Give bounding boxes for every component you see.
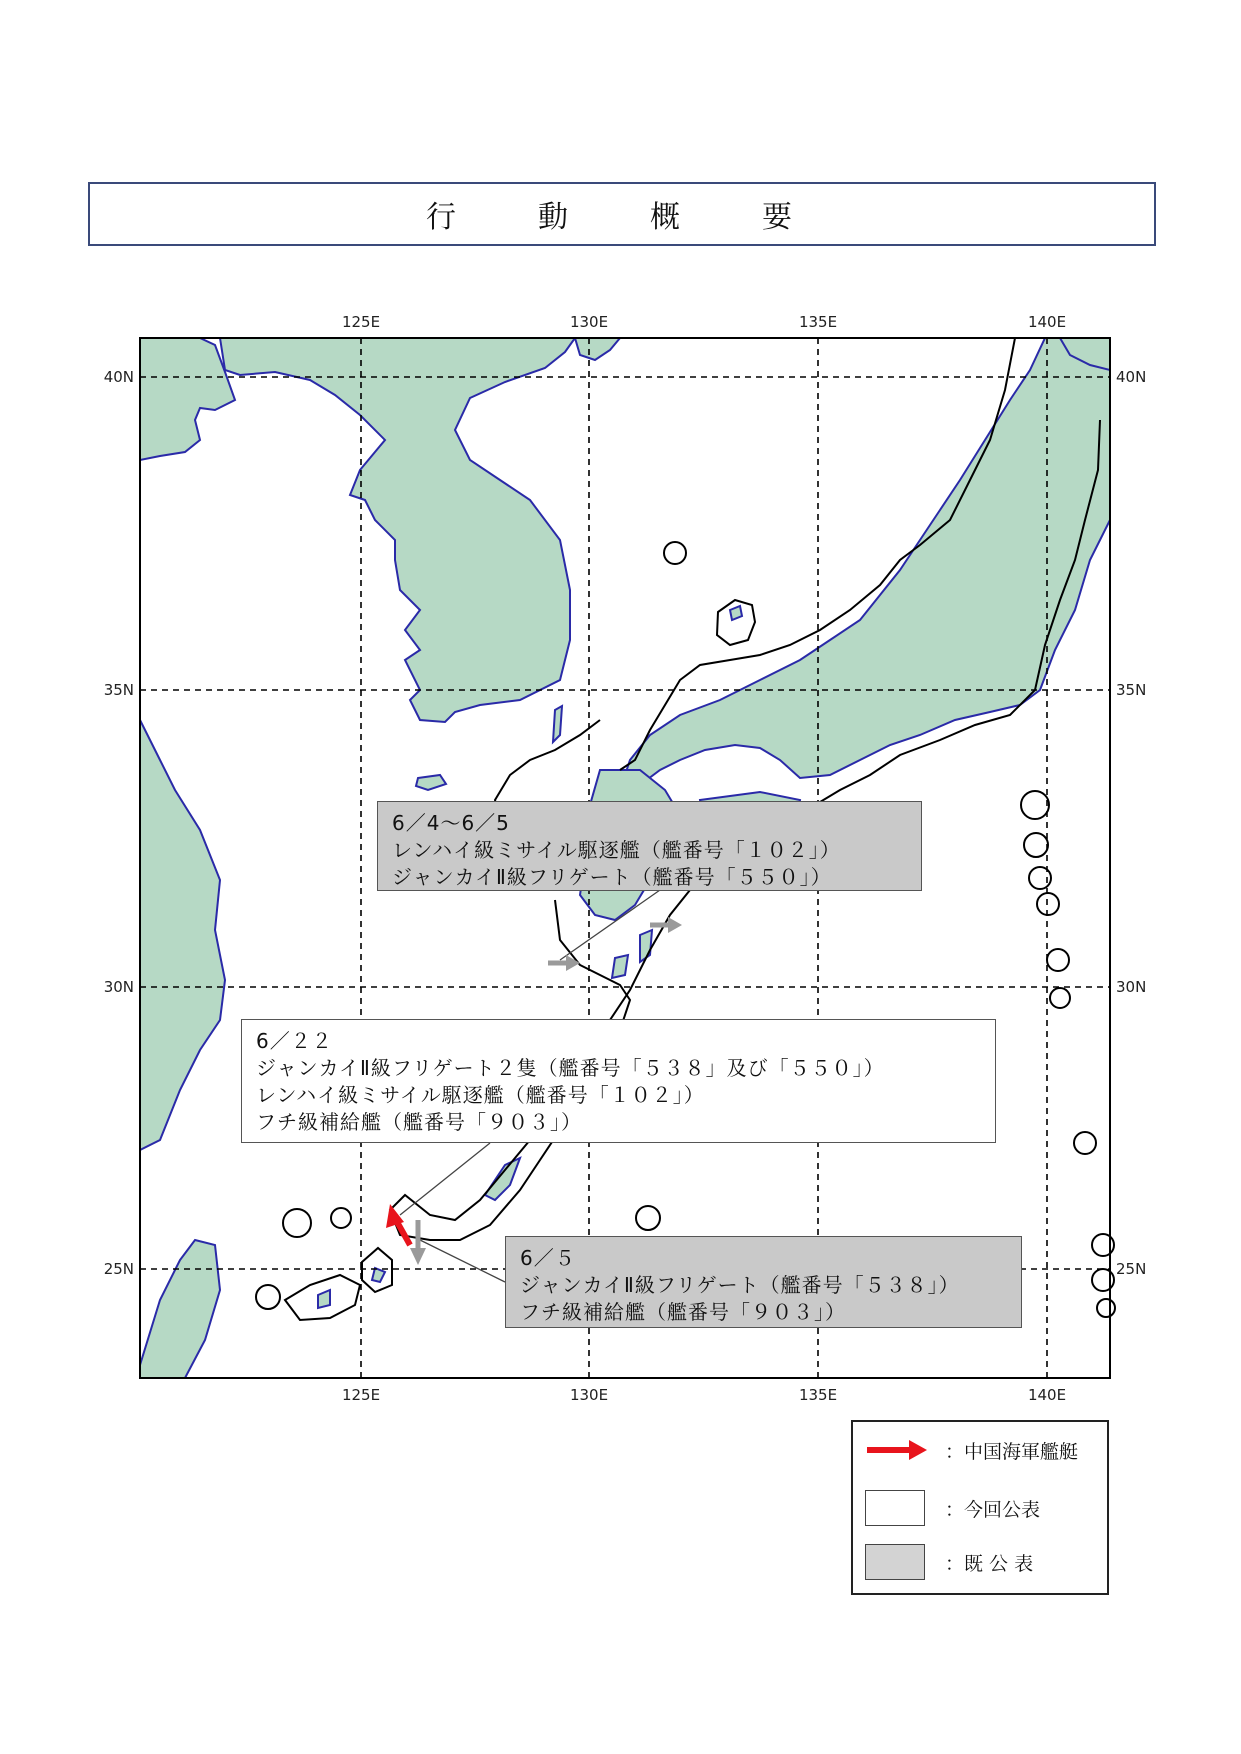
info-line: 6／５ bbox=[520, 1246, 576, 1270]
lat-tick-label-right: 30N bbox=[1116, 978, 1147, 996]
lat-tick-label-left: 35N bbox=[103, 681, 134, 699]
info-line: フチ級補給艦（艦番号「９０３」） bbox=[256, 1110, 582, 1134]
land-amami bbox=[612, 955, 628, 978]
legend-row-white bbox=[865, 1490, 1040, 1526]
lon-tick-label-bottom: 140E bbox=[1027, 1386, 1067, 1404]
lat-tick-label-left: 40N bbox=[103, 368, 134, 386]
gray-swatch bbox=[865, 1544, 925, 1580]
legend bbox=[851, 1420, 1109, 1595]
lon-tick-label-top: 130E bbox=[569, 313, 609, 331]
info-box-jun4-5 bbox=[377, 801, 922, 891]
lat-tick-label-left: 30N bbox=[103, 978, 134, 996]
info-box-jun22 bbox=[241, 1019, 996, 1143]
legend-row-gray bbox=[865, 1544, 1033, 1580]
lat-tick-label-left: 25N bbox=[103, 1260, 134, 1278]
white-swatch bbox=[865, 1490, 925, 1526]
info-line: 6／4～6／5 bbox=[392, 811, 510, 835]
legend-white-label: ：今回公表 bbox=[945, 1498, 1041, 1521]
info-line: 6／２２ bbox=[256, 1029, 333, 1053]
lon-tick-label-bottom: 125E bbox=[341, 1386, 381, 1404]
lon-tick-label-top: 135E bbox=[798, 313, 838, 331]
lon-tick-label-top: 140E bbox=[1027, 313, 1067, 331]
legend-gray-label: ：既 公 表 bbox=[945, 1552, 1034, 1575]
page-title: 行 動 概 要 bbox=[426, 200, 818, 235]
lon-tick-label-top: 125E bbox=[341, 313, 381, 331]
red-arrow-icon bbox=[865, 1436, 929, 1464]
info-line: フチ級補給艦（艦番号「９０３」） bbox=[520, 1300, 846, 1324]
legend-arrow-label: ：中国海軍艦艇 bbox=[945, 1440, 1079, 1463]
info-line: ジャンカイⅡ級フリゲート（艦番号「５５０」） bbox=[392, 865, 832, 889]
info-line: ジャンカイⅡ級フリゲート２隻（艦番号「５３８」及び「５５０」） bbox=[256, 1056, 885, 1080]
legend-row-arrow bbox=[865, 1436, 1078, 1464]
info-box-jun5 bbox=[505, 1236, 1022, 1328]
lon-tick-label-bottom: 130E bbox=[569, 1386, 609, 1404]
info-line: レンハイ級ミサイル駆逐艦（艦番号「１０２」） bbox=[256, 1083, 705, 1107]
lat-tick-label-right: 25N bbox=[1116, 1260, 1147, 1278]
info-line: ジャンカイⅡ級フリゲート（艦番号「５３８」） bbox=[520, 1273, 960, 1297]
lat-tick-label-right: 40N bbox=[1116, 368, 1147, 386]
info-line: レンハイ級ミサイル駆逐艦（艦番号「１０２」） bbox=[392, 838, 841, 862]
lat-tick-label-right: 35N bbox=[1116, 681, 1147, 699]
lon-tick-label-bottom: 135E bbox=[798, 1386, 838, 1404]
